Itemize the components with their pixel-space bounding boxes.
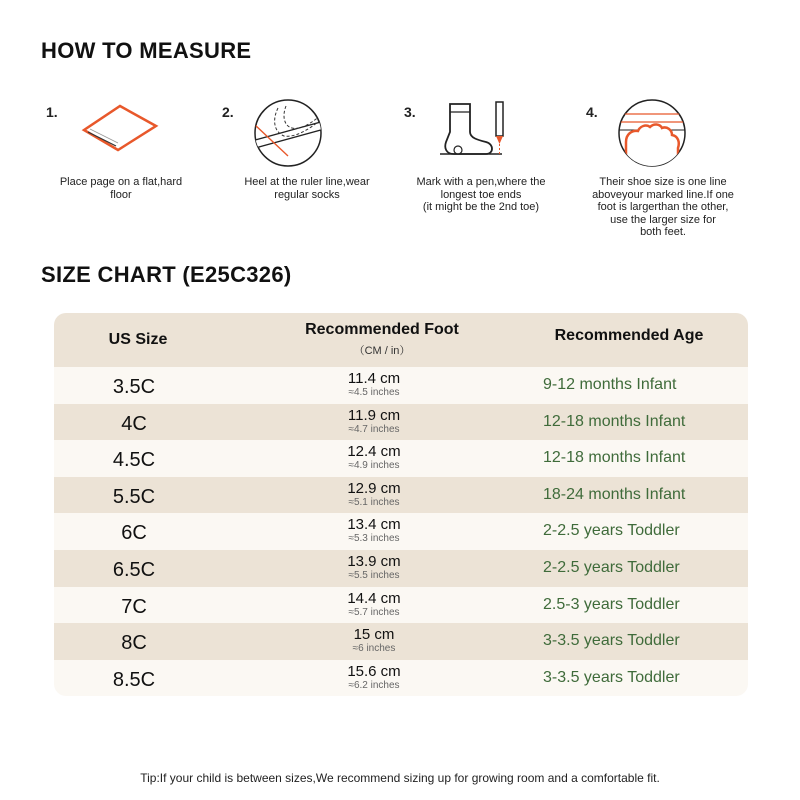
- foot-length-cell: 13.9 cm ≈5.5 inches: [347, 552, 401, 581]
- table-row: [54, 587, 748, 624]
- us-size-cell: 4C: [121, 412, 147, 435]
- age-cell: 2-2.5 years Toddler: [543, 522, 680, 540]
- age-cell: 18-24 months Infant: [543, 485, 686, 503]
- measure-step-4: [586, 98, 756, 248]
- measure-step-1: [46, 98, 216, 248]
- table-body: [54, 367, 748, 696]
- us-size-cell: 7C: [121, 595, 147, 618]
- step-number: 1.: [46, 104, 58, 120]
- size-chart-title: SIZE CHART (E25C326): [41, 262, 292, 287]
- sock-pen-icon: [430, 98, 520, 160]
- table-row: [54, 550, 748, 587]
- how-to-measure-title: HOW TO MEASURE: [41, 38, 252, 63]
- header-foot-unit: （CM / in）: [353, 345, 411, 357]
- table-header: [54, 313, 748, 367]
- foot-length-cell: 14.4 cm ≈5.7 inches: [347, 589, 401, 618]
- foot-length-cell: 15.6 cm ≈6.2 inches: [347, 662, 401, 691]
- step-number: 2.: [222, 104, 234, 120]
- toe-line-icon: [612, 98, 692, 168]
- us-size-cell: 6C: [121, 522, 147, 545]
- us-size-cell: 5.5C: [112, 485, 156, 508]
- age-cell: 9-12 months Infant: [543, 376, 677, 393]
- step-caption: Mark with a pen,where the longest toe ends (it might be the 2nd toe): [416, 176, 546, 213]
- age-cell: 12-18 months Infant: [543, 412, 686, 430]
- age-cell: 3-3.5 years Toddler: [543, 632, 680, 650]
- step-number: 3.: [404, 104, 416, 120]
- header-foot-label: Recommended Foot: [305, 321, 459, 338]
- header-us-size: US Size: [108, 331, 168, 348]
- foot-length-cell: 13.4 cm ≈5.3 inches: [347, 516, 401, 545]
- table-row: [54, 660, 748, 696]
- table-row: [54, 440, 748, 477]
- foot-length-cell: 12.4 cm ≈4.9 inches: [347, 443, 401, 472]
- table-row: [54, 404, 748, 441]
- table-row: [54, 477, 748, 514]
- measure-step-2: [222, 98, 392, 248]
- table-row: [54, 367, 748, 404]
- table-row: [54, 623, 748, 660]
- age-cell: 12-18 months Infant: [543, 449, 686, 467]
- table-row: [54, 513, 748, 550]
- step-caption: Heel at the ruler line,wear regular socks: [244, 176, 370, 201]
- measure-step-3: [404, 98, 574, 248]
- step-caption: Their shoe size is one line aboveyour marked line.If one foot is largerthan the other, use the larger size for both feet.: [592, 176, 734, 238]
- paper-page-icon: [72, 98, 162, 158]
- size-chart-table: [54, 313, 748, 696]
- step-number: 4.: [586, 104, 598, 120]
- sizing-tip: Tip:If your child is between sizes,We recommend sizing up for growing room and a comfortable fit.: [140, 771, 660, 785]
- step-caption: Place page on a flat,hard floor: [59, 176, 183, 201]
- us-size-cell: 6.5C: [112, 558, 156, 581]
- foot-length-cell: 12.9 cm ≈5.1 inches: [347, 479, 401, 508]
- header-recommended-age: Recommended Age: [554, 327, 704, 344]
- us-size-cell: 4.5C: [112, 449, 156, 472]
- age-cell: 3-3.5 years Toddler: [543, 668, 680, 686]
- age-cell: 2-2.5 years Toddler: [543, 558, 680, 576]
- foot-length-cell: 15 cm ≈6 inches: [352, 626, 396, 655]
- us-size-cell: 8C: [121, 632, 147, 655]
- us-size-cell: 8.5C: [112, 668, 156, 691]
- foot-length-cell: 11.4 cm ≈4.5 inches: [347, 370, 401, 398]
- us-size-cell: 3.5C: [112, 376, 156, 398]
- age-cell: 2.5-3 years Toddler: [543, 595, 680, 613]
- heel-ruler-icon: [248, 98, 328, 168]
- header-recommended-foot: [254, 321, 510, 358]
- foot-length-cell: 11.9 cm ≈4.7 inches: [347, 406, 401, 435]
